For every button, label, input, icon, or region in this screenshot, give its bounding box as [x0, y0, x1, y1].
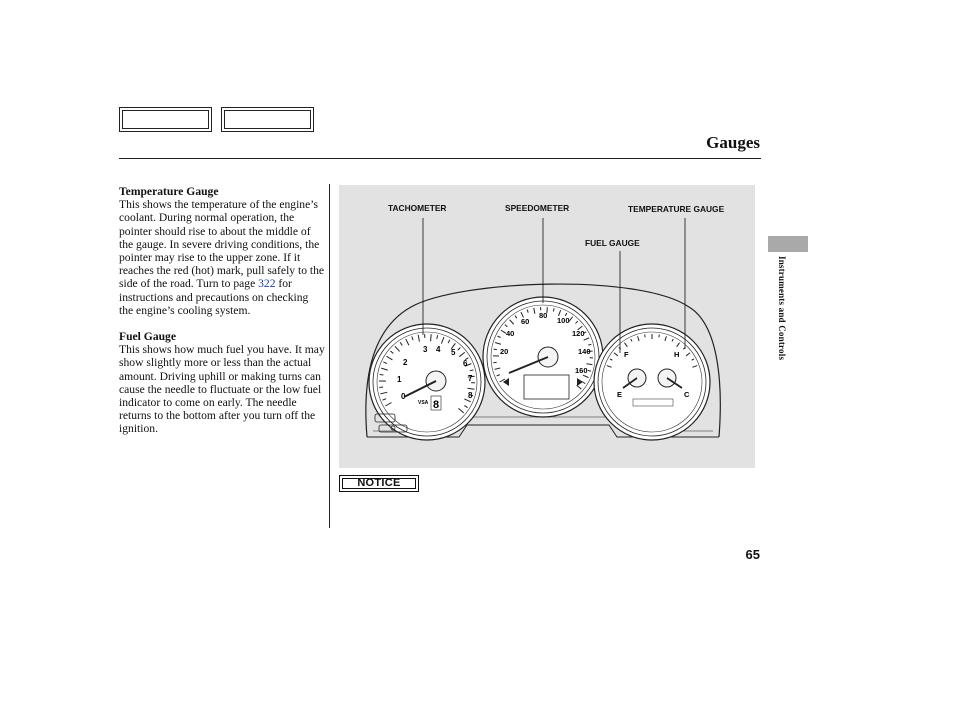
- speed-number-100: 100: [557, 316, 570, 325]
- odometer-digit: 8: [433, 399, 440, 411]
- temperature-heading: Temperature Gauge: [119, 185, 219, 198]
- tach-number-3: 3: [423, 345, 428, 354]
- speed-number-40: 40: [506, 329, 515, 338]
- temperature-text: This shows the temperature of the engine’s coolant. During normal operation, the pointer should rise to about the middle of the gauge. In severe driving conditions, the pointer may rise to the upper zone. If it reaches the red (hot) mark, pull safely to the side of the road. Turn to page: [119, 198, 325, 291]
- gauge-tick: [380, 374, 384, 375]
- speed-number-140: 140: [578, 347, 591, 356]
- gauge-tick: [553, 308, 554, 311]
- tach-number-5: 5: [451, 348, 456, 357]
- text-column: [119, 185, 325, 449]
- tach-number-1: 1: [397, 375, 402, 384]
- fuel-temp-gauge: [594, 324, 710, 440]
- speed-number-120: 120: [572, 329, 585, 338]
- tachometer-gauge: [369, 324, 485, 440]
- nav-button-2[interactable]: [221, 107, 314, 132]
- fuel-full-mark: F: [624, 350, 629, 359]
- gauge-tick: [494, 349, 497, 350]
- speed-number-20: 20: [500, 347, 509, 356]
- nav-button-1[interactable]: [119, 107, 212, 132]
- gauge-tick: [431, 334, 432, 341]
- page-number: 65: [745, 547, 760, 562]
- instrument-panel-figure: [339, 185, 755, 468]
- speed-number-80: 80: [539, 311, 548, 320]
- temperature-paragraph: [119, 198, 325, 317]
- page-link[interactable]: 322: [258, 277, 276, 291]
- temperature-text-end: for instructions and precautions on checking the engine’s cooling system.: [119, 277, 309, 317]
- temperature-gauge-label: TEMPERATURE GAUGE: [628, 204, 725, 214]
- fuel-heading: Fuel Gauge: [119, 330, 177, 344]
- tach-number-7: 7: [468, 374, 473, 383]
- fuel-gauge-label: FUEL GAUGE: [585, 238, 640, 248]
- fuel-paragraph: This shows how much fuel you have. It may show slightly more or less than the actual amount. Driving uphill or making turns can cause the needle to fluctuate or the low fuel indicator to come on early. The needle returns to the bottom after you turn off the ignition.: [119, 343, 325, 436]
- speed-number-160: 160: [575, 366, 588, 375]
- fuel-empty-mark: E: [617, 390, 623, 399]
- tach-number-6: 6: [463, 359, 468, 368]
- notice-badge: NOTICE: [339, 475, 419, 492]
- tachometer-label: TACHOMETER: [388, 203, 447, 213]
- tach-number-4: 4: [436, 345, 441, 354]
- speedometer-label: SPEEDOMETER: [505, 203, 570, 213]
- speedometer-gauge: [483, 297, 603, 417]
- instrument-panel-drawing: [339, 185, 755, 468]
- tach-number-8: 8: [468, 391, 473, 400]
- title-divider: [119, 158, 761, 159]
- column-divider: [329, 184, 330, 528]
- tach-number-2: 2: [403, 358, 408, 367]
- speed-number-60: 60: [521, 317, 530, 326]
- tach-number-0: 0: [401, 392, 406, 401]
- section-tab: [768, 236, 808, 252]
- vsa-label: VSA: [418, 400, 429, 406]
- temp-cold-mark: C: [684, 390, 690, 399]
- temp-hot-mark: H: [674, 350, 680, 359]
- page-title: Gauges: [706, 133, 760, 152]
- section-label: Instruments and Controls: [777, 256, 787, 361]
